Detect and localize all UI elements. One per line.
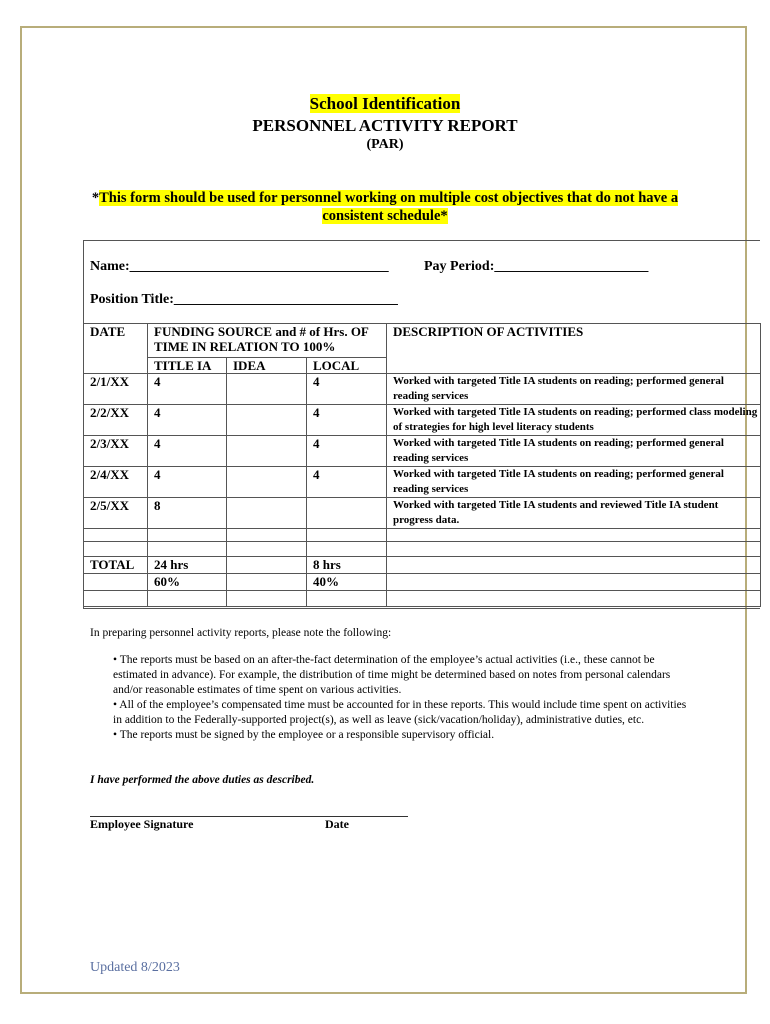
idea-header: IDEA <box>227 358 307 374</box>
table-row <box>84 498 761 529</box>
row-date: 2/5/XX <box>84 498 148 529</box>
total-idea-hours[interactable] <box>227 557 307 574</box>
notes-intro: In preparing personnel activity reports, please note the following: <box>90 627 392 639</box>
table-row <box>84 467 761 498</box>
row-local[interactable]: 4 <box>307 467 387 498</box>
total-title-ia-hours[interactable]: 24 hrs <box>148 557 227 574</box>
note-item: • The reports must be signed by the employee or a responsible supervisory official. <box>113 729 495 741</box>
notes-section <box>90 627 690 743</box>
row-description[interactable]: Worked with targeted Title IA students on reading; performed general reading services <box>387 467 761 498</box>
row-title-ia[interactable]: 8 <box>148 498 227 529</box>
date-label: Date <box>325 817 349 831</box>
note-item: • The reports must be based on an after-the-fact determination of the employee’s actual activities (i.e., these cannot be estimated in advance). For example, the distribution of time might be determined based on notes from personal calendars and/or reasonable estimates of time spent on various activities. <box>113 654 671 696</box>
empty-cell[interactable] <box>148 529 227 542</box>
empty-cell[interactable] <box>148 542 227 557</box>
total-idea-percent[interactable] <box>227 574 307 591</box>
report-abbreviation: (PAR) <box>366 137 404 152</box>
school-identification: School Identification <box>309 94 461 113</box>
row-title-ia[interactable]: 4 <box>148 467 227 498</box>
funding-header: FUNDING SOURCE and # of Hrs. OF TIME IN RELATION TO 100% <box>148 324 387 358</box>
table-row-empty <box>84 591 761 607</box>
usage-notice <box>90 189 680 225</box>
empty-cell[interactable] <box>148 591 227 607</box>
row-description[interactable]: Worked with targeted Title IA students on reading; performed general reading services <box>387 436 761 467</box>
row-local[interactable]: 4 <box>307 436 387 467</box>
updated-date: Updated 8/2023 <box>90 960 180 975</box>
table-row <box>84 374 761 405</box>
total-label: TOTAL <box>84 557 148 574</box>
notice-text: This form should be used for personnel working on multiple cost objectives that do not have a consistent schedule* <box>99 190 679 224</box>
empty-cell[interactable] <box>227 591 307 607</box>
row-local[interactable] <box>307 498 387 529</box>
row-local[interactable]: 4 <box>307 374 387 405</box>
empty-cell[interactable] <box>307 591 387 607</box>
row-date: 2/2/XX <box>84 405 148 436</box>
total-hours-row <box>84 557 761 574</box>
notes-list <box>90 653 688 743</box>
total-label-blank <box>84 574 148 591</box>
row-idea[interactable] <box>227 374 307 405</box>
total-title-ia-percent[interactable]: 60% <box>148 574 227 591</box>
local-header: LOCAL <box>307 358 387 374</box>
row-idea[interactable] <box>227 405 307 436</box>
row-local[interactable]: 4 <box>307 405 387 436</box>
empty-cell[interactable] <box>307 542 387 557</box>
row-date: 2/4/XX <box>84 467 148 498</box>
certification-statement: I have performed the above duties as described. <box>90 774 315 786</box>
row-description[interactable]: Worked with targeted Title IA students on reading; performed general reading services <box>387 374 761 405</box>
total-local-hours[interactable]: 8 hrs <box>307 557 387 574</box>
row-idea[interactable] <box>227 436 307 467</box>
description-header: DESCRIPTION OF ACTIVITIES <box>387 324 761 374</box>
row-date: 2/3/XX <box>84 436 148 467</box>
employee-signature-label: Employee Signature <box>90 817 194 831</box>
empty-cell[interactable] <box>84 542 148 557</box>
pay-period-field[interactable]: Pay Period:______________________ <box>424 259 649 274</box>
empty-cell[interactable] <box>387 542 761 557</box>
row-date: 2/1/XX <box>84 374 148 405</box>
note-item: • All of the employee’s compensated time must be accounted for in these reports. This would include time spent on activities in addition to the Federally-supported project(s), as well as leave (sick/vacation/holiday), administrative duties, etc. <box>113 699 687 726</box>
total-desc-cell <box>387 557 761 574</box>
empty-cell[interactable] <box>387 591 761 607</box>
report-title: PERSONNEL ACTIVITY REPORT <box>252 116 518 135</box>
empty-cell[interactable] <box>84 591 148 607</box>
row-title-ia[interactable]: 4 <box>148 436 227 467</box>
table-row-empty <box>84 529 761 542</box>
activity-table <box>83 323 761 607</box>
row-description[interactable]: Worked with targeted Title IA students and reviewed Title IA student progress data. <box>387 498 761 529</box>
title-ia-header: TITLE IA <box>148 358 227 374</box>
name-field[interactable]: Name:_____________________________________ <box>90 259 389 274</box>
empty-cell[interactable] <box>387 529 761 542</box>
date-header: DATE <box>84 324 148 374</box>
table-row-empty <box>84 542 761 557</box>
row-idea[interactable] <box>227 498 307 529</box>
total-percent-row <box>84 574 761 591</box>
row-title-ia[interactable]: 4 <box>148 374 227 405</box>
table-row <box>84 436 761 467</box>
row-idea[interactable] <box>227 467 307 498</box>
row-title-ia[interactable]: 4 <box>148 405 227 436</box>
table-row <box>84 405 761 436</box>
notice-star: * <box>91 190 100 206</box>
empty-cell[interactable] <box>227 529 307 542</box>
total-desc-cell <box>387 574 761 591</box>
row-description[interactable]: Worked with targeted Title IA students on reading; performed class modeling of strategies for high level literacy students <box>387 405 761 436</box>
position-title-field[interactable]: Position Title:________________________________ <box>90 292 398 307</box>
empty-cell[interactable] <box>84 529 148 542</box>
empty-cell[interactable] <box>227 542 307 557</box>
empty-cell[interactable] <box>307 529 387 542</box>
total-local-percent[interactable]: 40% <box>307 574 387 591</box>
